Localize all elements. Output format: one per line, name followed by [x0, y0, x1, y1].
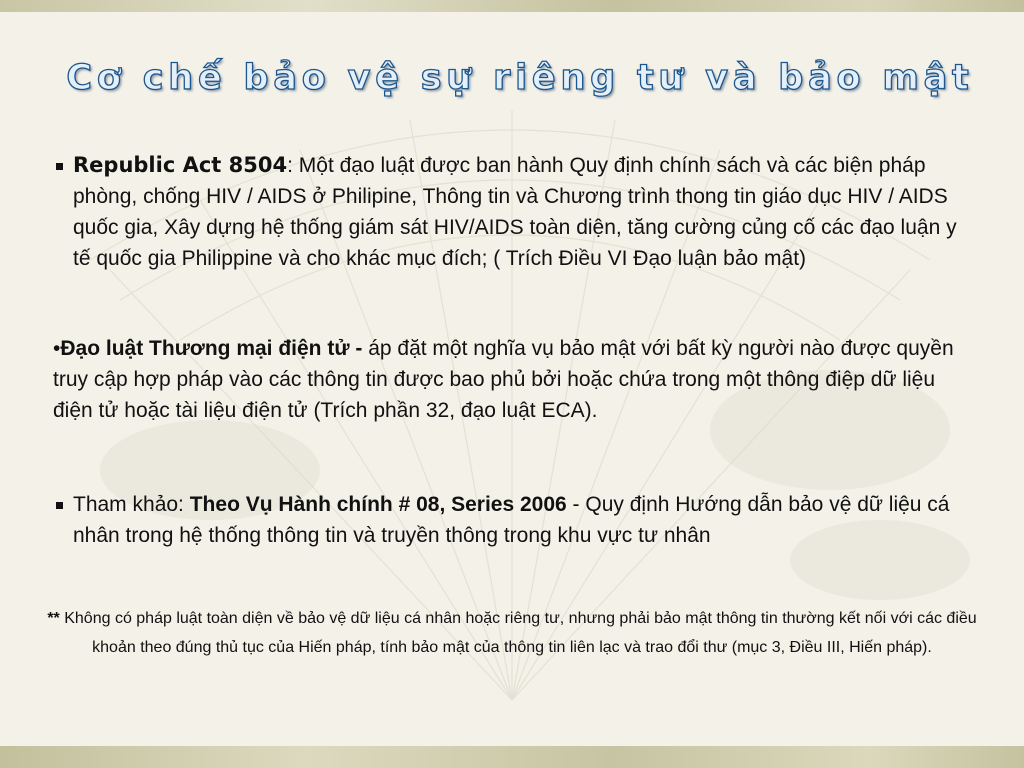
bullet-separator: : — [287, 154, 293, 177]
square-bullet-icon — [56, 502, 63, 509]
footnote-stars: ** — [47, 610, 60, 627]
bullet-body: áp đặt một nghĩa vụ bảo mật với bất kỳ người nào được quyền truy cập hợp pháp vào các thông tin được bao phủ bởi hoặc chứa trong một thông điệp dữ liệu điện tử hoặc tài liệu điện tử (Trích phần 32, đạo luật ECA). — [53, 337, 954, 422]
bullet-body: - Quy định Hướng dẫn bảo vệ dữ liệu cá nhân trong hệ thống thông tin và truyền thông trong khu vực tư nhân — [73, 493, 950, 547]
bullet-heading: Đạo luật Thương mại điện tử - — [60, 337, 369, 360]
bullet-ecommerce-law — [53, 333, 973, 426]
bullet-heading: Theo Vụ Hành chính # 08, Series 2006 — [189, 493, 567, 516]
top-decorative-band — [0, 0, 1024, 12]
bullet-text — [73, 150, 973, 274]
round-bullet-icon: • — [53, 337, 61, 360]
bottom-decorative-band — [0, 746, 1024, 768]
bullet-prefix: Tham khảo: — [73, 493, 190, 516]
bullet-heading: Republic Act 8504 — [73, 153, 288, 177]
bullet-body: Một đạo luật được ban hành Quy định chính sách và các biện pháp phòng, chống HIV / AIDS ở Philipine, Thông tin và Chương trình thong tin giáo dục HIV / AIDS quốc gia, Xây dựng hệ thống giám sát HIV/AIDS toàn diện, tăng cường củng cố các đạo luận y tế quốc gia Philippine và cho khác mục đích; ( Trích Điều VI Đạo luận bảo mật) — [73, 154, 957, 270]
footnote — [40, 604, 984, 662]
footnote-text: Không có pháp luật toàn diện về bảo vệ dữ liệu cá nhân hoặc riêng tư, nhưng phải bảo mật thông tin thường kết nối với các điều khoản theo đúng thủ tục của Hiến pháp, tính bảo mật của thông tin liên lạc và trao đổi thư (mục 3, Điều III, Hiến pháp). — [59, 610, 977, 656]
slide-title: Cơ chế bảo vệ sự riêng tư và bảo mật — [66, 58, 974, 98]
square-bullet-icon — [56, 163, 63, 170]
bullet-text — [73, 489, 973, 551]
